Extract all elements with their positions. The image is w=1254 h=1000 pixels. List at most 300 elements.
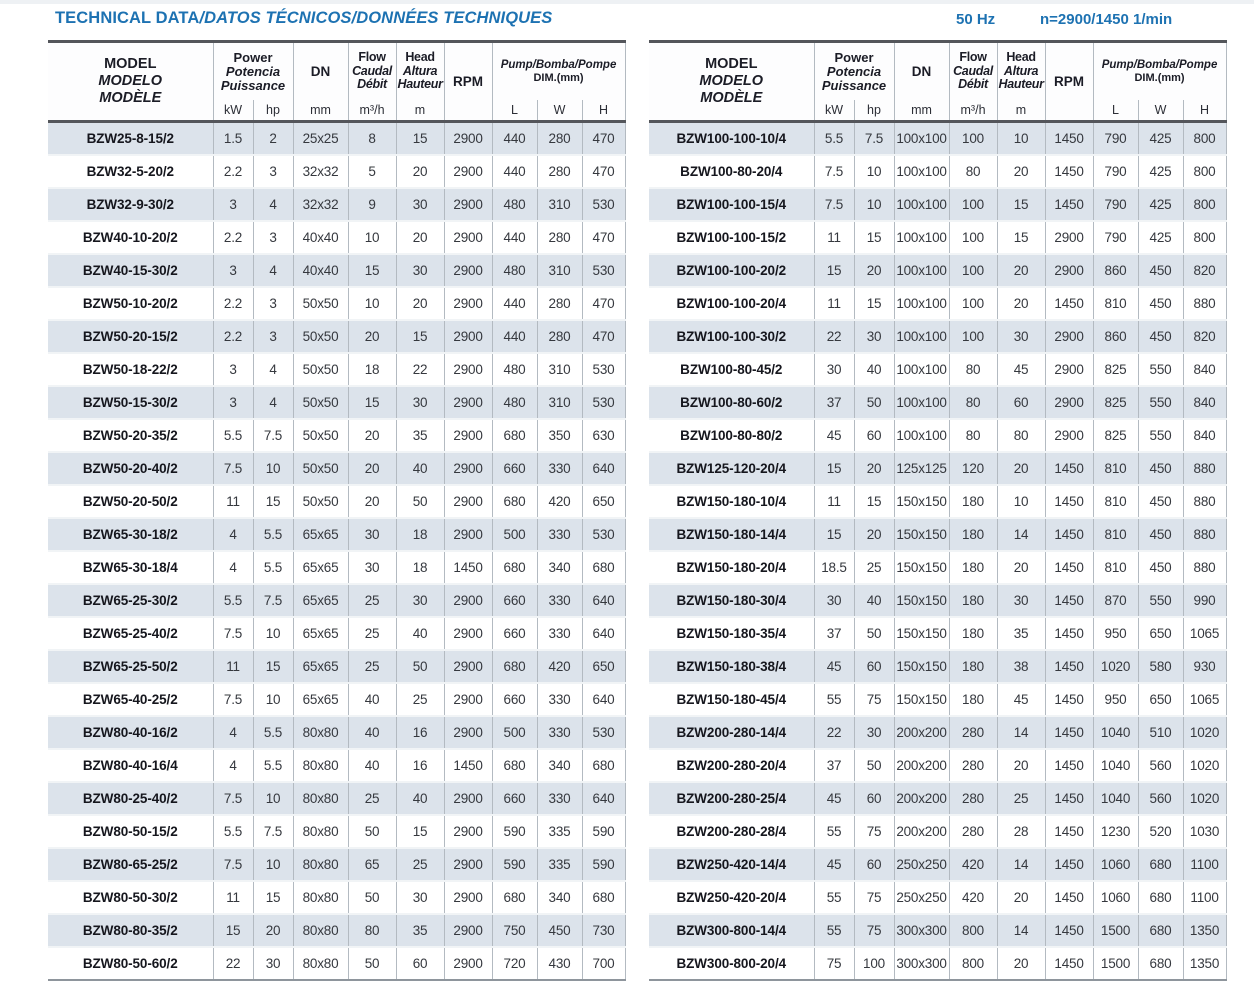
value-cell: 640 — [582, 452, 625, 485]
value-cell: 310 — [537, 386, 582, 419]
model-cell: BZW100-80-20/4 — [680, 163, 783, 179]
value-cell: 310 — [537, 254, 582, 287]
value-cell: 530 — [582, 353, 625, 386]
value-cell: 1040 — [1093, 782, 1138, 815]
value-cell: 680 — [492, 749, 537, 782]
value-cell: 7.5 — [253, 584, 293, 617]
value-cell: 45 — [814, 650, 854, 683]
value-cell: 100 — [949, 254, 997, 287]
value-cell: 60 — [854, 650, 894, 683]
value-cell: 80 — [997, 419, 1045, 452]
value-cell: 15 — [854, 287, 894, 320]
value-cell: 10 — [854, 155, 894, 188]
value-cell: 1500 — [1093, 947, 1138, 980]
value-cell: 2900 — [444, 881, 492, 914]
value-cell: 280 — [537, 320, 582, 353]
table-row — [48, 452, 625, 485]
value-cell: 25 — [348, 617, 396, 650]
value-cell: 1350 — [1183, 947, 1226, 980]
value-cell: 250x250 — [894, 881, 949, 914]
value-cell: 15 — [814, 452, 854, 485]
unit-m: m — [396, 100, 444, 122]
value-cell: 1060 — [1093, 881, 1138, 914]
value-cell: 3 — [213, 254, 253, 287]
col-header-head-es: Altura — [1003, 63, 1039, 78]
value-cell: 680 — [1138, 881, 1183, 914]
value-cell: 880 — [1183, 452, 1226, 485]
value-cell: 330 — [537, 617, 582, 650]
table-row — [649, 914, 1226, 947]
value-cell: 50x50 — [293, 419, 348, 452]
value-cell: 2900 — [444, 650, 492, 683]
value-cell: 280 — [537, 122, 582, 155]
value-cell: 500 — [492, 518, 537, 551]
value-cell: 4 — [253, 254, 293, 287]
table-row — [48, 353, 625, 386]
value-cell: 680 — [1138, 947, 1183, 980]
value-cell: 10 — [253, 848, 293, 881]
table-row — [48, 947, 625, 980]
value-cell: 40 — [854, 584, 894, 617]
table-row — [48, 749, 625, 782]
value-cell: 200x200 — [894, 716, 949, 749]
value-cell: 590 — [582, 848, 625, 881]
col-header-power — [213, 42, 293, 101]
value-cell: 35 — [396, 419, 444, 452]
value-cell: 100x100 — [894, 320, 949, 353]
model-cell: BZW150-180-20/4 — [676, 559, 787, 575]
value-cell: 55 — [814, 683, 854, 716]
value-cell: 5.5 — [814, 122, 854, 155]
table-row — [649, 551, 1226, 584]
table-row — [649, 386, 1226, 419]
col-header-power — [814, 42, 894, 101]
value-cell: 530 — [582, 716, 625, 749]
table-row — [48, 188, 625, 221]
value-cell: 640 — [582, 617, 625, 650]
value-cell: 1450 — [1045, 947, 1093, 980]
table-row — [48, 650, 625, 683]
table-row — [649, 782, 1226, 815]
value-cell: 10 — [997, 485, 1045, 518]
value-cell: 280 — [949, 815, 997, 848]
col-header-pump-dim-lang: Pump/Bomba/Pompe — [1101, 59, 1218, 71]
value-cell: 470 — [582, 221, 625, 254]
value-cell: 100x100 — [894, 353, 949, 386]
value-cell: 60 — [396, 947, 444, 980]
value-cell: 2900 — [1045, 221, 1093, 254]
value-cell: 20 — [396, 155, 444, 188]
value-cell: 20 — [348, 452, 396, 485]
value-cell: 60 — [854, 419, 894, 452]
value-cell: 2900 — [444, 782, 492, 815]
value-cell: 65x65 — [293, 650, 348, 683]
model-cell: BZW100-100-15/4 — [676, 196, 787, 212]
model-cell: BZW50-20-35/2 — [82, 427, 178, 443]
value-cell: 3 — [253, 155, 293, 188]
value-cell: 180 — [949, 551, 997, 584]
value-cell: 11 — [814, 287, 854, 320]
value-cell: 80 — [949, 155, 997, 188]
value-cell: 50x50 — [293, 320, 348, 353]
value-cell: 1450 — [1045, 518, 1093, 551]
value-cell: 55 — [814, 914, 854, 947]
table-row — [48, 683, 625, 716]
value-cell: 25 — [348, 584, 396, 617]
value-cell: 180 — [949, 518, 997, 551]
value-cell: 10 — [253, 617, 293, 650]
value-cell: 5.5 — [213, 584, 253, 617]
value-cell: 2900 — [444, 683, 492, 716]
value-cell: 480 — [492, 188, 537, 221]
value-cell: 30 — [997, 320, 1045, 353]
value-cell: 870 — [1093, 584, 1138, 617]
value-cell: 35 — [997, 617, 1045, 650]
value-cell: 10 — [997, 122, 1045, 155]
value-cell: 30 — [396, 584, 444, 617]
col-header-flow-en: Flow — [358, 50, 386, 65]
value-cell: 660 — [492, 584, 537, 617]
value-cell: 790 — [1093, 221, 1138, 254]
value-cell: 80x80 — [293, 782, 348, 815]
col-header-head-en: Head — [405, 50, 435, 65]
value-cell: 10 — [348, 221, 396, 254]
value-cell: 660 — [492, 452, 537, 485]
value-cell: 15 — [396, 320, 444, 353]
value-cell: 1450 — [1045, 650, 1093, 683]
value-cell: 280 — [537, 221, 582, 254]
col-header-pump-dim-lang: Pump/Bomba/Pompe — [500, 59, 617, 71]
value-cell: 730 — [582, 914, 625, 947]
value-cell: 50 — [854, 749, 894, 782]
value-cell: 810 — [1093, 485, 1138, 518]
value-cell: 2900 — [444, 848, 492, 881]
model-cell: BZW150-180-14/4 — [676, 526, 787, 542]
value-cell: 65 — [348, 848, 396, 881]
col-header-model-en: MODEL — [104, 56, 157, 72]
value-cell: 180 — [949, 584, 997, 617]
value-cell: 650 — [582, 650, 625, 683]
value-cell: 1020 — [1183, 716, 1226, 749]
model-cell: BZW200-280-14/4 — [676, 724, 787, 740]
table-row — [649, 617, 1226, 650]
value-cell: 50x50 — [293, 353, 348, 386]
value-cell: 2900 — [1045, 254, 1093, 287]
model-cell: BZW65-25-40/2 — [82, 625, 178, 641]
value-cell: 810 — [1093, 452, 1138, 485]
value-cell: 470 — [582, 122, 625, 155]
model-cell: BZW80-80-35/2 — [82, 922, 178, 938]
value-cell: 510 — [1138, 716, 1183, 749]
col-header-model-fr: MODÈLE — [700, 90, 763, 106]
value-cell: 530 — [582, 386, 625, 419]
value-cell: 840 — [1183, 353, 1226, 386]
value-cell: 680 — [492, 650, 537, 683]
value-cell: 2900 — [444, 386, 492, 419]
table-row — [48, 419, 625, 452]
value-cell: 880 — [1183, 287, 1226, 320]
model-cell: BZW300-800-20/4 — [676, 955, 787, 971]
col-header-power-fr: Puissance — [220, 77, 286, 93]
value-cell: 1450 — [1045, 617, 1093, 650]
value-cell: 30 — [396, 881, 444, 914]
value-cell: 660 — [492, 782, 537, 815]
value-cell: 7.5 — [213, 683, 253, 716]
table-header — [48, 42, 625, 122]
value-cell: 480 — [492, 386, 537, 419]
value-cell: 680 — [492, 881, 537, 914]
value-cell: 810 — [1093, 551, 1138, 584]
value-cell: 45 — [814, 419, 854, 452]
col-header-flow-fr: Débit — [958, 77, 988, 92]
value-cell: 500 — [492, 716, 537, 749]
value-cell: 2900 — [444, 419, 492, 452]
table-row — [649, 815, 1226, 848]
model-cell: BZW50-20-40/2 — [82, 460, 178, 476]
model-cell: BZW50-20-15/2 — [82, 328, 178, 344]
value-cell: 1040 — [1093, 749, 1138, 782]
value-cell: 40x40 — [293, 254, 348, 287]
value-cell: 450 — [1138, 551, 1183, 584]
value-cell: 4 — [213, 551, 253, 584]
unit-h: H — [1183, 100, 1226, 122]
value-cell: 860 — [1093, 254, 1138, 287]
table-row — [649, 716, 1226, 749]
value-cell: 1450 — [1045, 716, 1093, 749]
value-cell: 440 — [492, 122, 537, 155]
value-cell: 800 — [1183, 155, 1226, 188]
value-cell: 50x50 — [293, 452, 348, 485]
value-cell: 75 — [814, 947, 854, 980]
value-cell: 20 — [253, 914, 293, 947]
model-cell: BZW150-180-45/4 — [676, 691, 787, 707]
value-cell: 30 — [396, 188, 444, 221]
value-cell: 2900 — [444, 485, 492, 518]
value-cell: 40 — [854, 353, 894, 386]
value-cell: 60 — [997, 386, 1045, 419]
value-cell: 450 — [1138, 320, 1183, 353]
value-cell: 14 — [997, 716, 1045, 749]
value-cell: 11 — [814, 485, 854, 518]
value-cell: 2.2 — [213, 320, 253, 353]
value-cell: 450 — [1138, 485, 1183, 518]
value-cell: 80x80 — [293, 815, 348, 848]
value-cell: 100x100 — [894, 254, 949, 287]
model-cell: BZW100-100-15/2 — [676, 229, 787, 245]
value-cell: 580 — [1138, 650, 1183, 683]
value-cell: 1450 — [1045, 452, 1093, 485]
table-row — [48, 518, 625, 551]
value-cell: 680 — [492, 551, 537, 584]
value-cell: 450 — [1138, 518, 1183, 551]
col-header-rpm: RPM — [444, 42, 492, 122]
model-cell: BZW40-15-30/2 — [82, 262, 178, 278]
value-cell: 1450 — [1045, 749, 1093, 782]
value-cell: 65x65 — [293, 683, 348, 716]
value-cell: 440 — [492, 221, 537, 254]
value-cell: 1450 — [1045, 122, 1093, 155]
value-cell: 800 — [1183, 122, 1226, 155]
value-cell: 20 — [854, 254, 894, 287]
value-cell: 10 — [253, 782, 293, 815]
value-cell: 65x65 — [293, 518, 348, 551]
model-cell: BZW150-180-10/4 — [676, 493, 787, 509]
col-header-flow-fr: Débit — [357, 77, 387, 92]
table-row — [48, 155, 625, 188]
model-cell: BZW50-20-50/2 — [82, 493, 178, 509]
model-cell: BZW100-80-45/2 — [680, 361, 783, 377]
value-cell: 18 — [348, 353, 396, 386]
value-cell: 7.5 — [213, 617, 253, 650]
table-row — [649, 419, 1226, 452]
value-cell: 7.5 — [814, 188, 854, 221]
table-row — [48, 815, 625, 848]
model-cell: BZW250-420-20/4 — [676, 889, 787, 905]
value-cell: 100 — [949, 188, 997, 221]
value-cell: 1450 — [1045, 188, 1093, 221]
value-cell: 680 — [492, 419, 537, 452]
value-cell: 16 — [396, 749, 444, 782]
model-cell: BZW65-40-25/2 — [82, 691, 178, 707]
model-cell: BZW65-25-50/2 — [82, 658, 178, 674]
value-cell: 60 — [854, 848, 894, 881]
model-cell: BZW40-10-20/2 — [82, 229, 178, 245]
model-cell: BZW65-30-18/2 — [82, 526, 178, 542]
value-cell: 880 — [1183, 518, 1226, 551]
model-cell: BZW80-40-16/2 — [82, 724, 178, 740]
frequency-label: 50 Hz — [956, 11, 996, 28]
table-row — [649, 683, 1226, 716]
col-header-flow-es: Caudal — [352, 63, 392, 78]
value-cell: 20 — [997, 881, 1045, 914]
value-cell: 22 — [396, 353, 444, 386]
value-cell: 80x80 — [293, 914, 348, 947]
model-cell: BZW80-65-25/2 — [82, 856, 178, 872]
value-cell: 1100 — [1183, 848, 1226, 881]
value-cell: 425 — [1138, 188, 1183, 221]
value-cell: 100 — [854, 947, 894, 980]
page-title-en: TECHNICAL DATA — [55, 9, 200, 27]
value-cell: 340 — [537, 881, 582, 914]
value-cell: 14 — [997, 848, 1045, 881]
value-cell: 100x100 — [894, 419, 949, 452]
value-cell: 420 — [949, 848, 997, 881]
value-cell: 15 — [253, 650, 293, 683]
value-cell: 425 — [1138, 122, 1183, 155]
model-cell: BZW50-15-30/2 — [82, 394, 178, 410]
value-cell: 310 — [537, 188, 582, 221]
value-cell: 825 — [1093, 419, 1138, 452]
value-cell: 150x150 — [894, 650, 949, 683]
value-cell: 880 — [1183, 485, 1226, 518]
col-header-power-fr: Puissance — [821, 77, 887, 93]
table-row — [649, 320, 1226, 353]
value-cell: 790 — [1093, 188, 1138, 221]
col-header-pump-dim — [492, 42, 625, 101]
table-row — [48, 716, 625, 749]
value-cell: 1060 — [1093, 848, 1138, 881]
value-cell: 5 — [348, 155, 396, 188]
value-cell: 550 — [1138, 419, 1183, 452]
col-header-head-fr: Hauteur — [397, 77, 443, 92]
model-cell: BZW65-25-30/2 — [82, 592, 178, 608]
value-cell: 80x80 — [293, 881, 348, 914]
value-cell: 38 — [997, 650, 1045, 683]
value-cell: 20 — [396, 221, 444, 254]
value-cell: 50x50 — [293, 386, 348, 419]
model-cell: BZW80-50-15/2 — [82, 823, 178, 839]
value-cell: 45 — [997, 353, 1045, 386]
table-row — [649, 749, 1226, 782]
col-header-head-en: Head — [1006, 50, 1036, 65]
value-cell: 4 — [213, 716, 253, 749]
value-cell: 2900 — [1045, 320, 1093, 353]
value-cell: 1450 — [1045, 848, 1093, 881]
value-cell: 7.5 — [213, 452, 253, 485]
table-row — [649, 287, 1226, 320]
value-cell: 20 — [997, 155, 1045, 188]
value-cell: 530 — [582, 518, 625, 551]
value-cell: 30 — [814, 584, 854, 617]
value-cell: 550 — [1138, 584, 1183, 617]
table-row — [649, 584, 1226, 617]
value-cell: 30 — [348, 551, 396, 584]
value-cell: 280 — [537, 287, 582, 320]
value-cell: 50x50 — [293, 287, 348, 320]
value-cell: 450 — [1138, 452, 1183, 485]
value-cell: 650 — [582, 485, 625, 518]
value-cell: 2900 — [444, 188, 492, 221]
col-header-power-en: Power — [233, 49, 273, 65]
value-cell: 340 — [537, 551, 582, 584]
value-cell: 550 — [1138, 353, 1183, 386]
value-cell: 470 — [582, 320, 625, 353]
value-cell: 100 — [949, 287, 997, 320]
value-cell: 590 — [582, 815, 625, 848]
value-cell: 75 — [854, 683, 894, 716]
value-cell: 1350 — [1183, 914, 1226, 947]
value-cell: 20 — [997, 749, 1045, 782]
value-cell: 2900 — [1045, 419, 1093, 452]
model-cell: BZW150-180-30/4 — [676, 592, 787, 608]
table-row — [48, 320, 625, 353]
value-cell: 15 — [396, 815, 444, 848]
col-header-head — [396, 42, 444, 101]
table-row — [649, 254, 1226, 287]
value-cell: 1450 — [1045, 155, 1093, 188]
value-cell: 2.2 — [213, 287, 253, 320]
col-header-head-fr: Hauteur — [998, 77, 1044, 92]
table-row — [48, 254, 625, 287]
col-header-pump-dim — [1093, 42, 1226, 101]
value-cell: 3 — [253, 320, 293, 353]
unit-mm: mm — [894, 100, 949, 122]
unit-m: m — [997, 100, 1045, 122]
value-cell: 32x32 — [293, 188, 348, 221]
value-cell: 860 — [1093, 320, 1138, 353]
col-header-power-en: Power — [834, 49, 874, 65]
value-cell: 720 — [492, 947, 537, 980]
value-cell: 640 — [582, 782, 625, 815]
value-cell: 880 — [1183, 551, 1226, 584]
page-top-strip — [0, 0, 1254, 4]
value-cell: 2900 — [444, 320, 492, 353]
value-cell: 330 — [537, 716, 582, 749]
value-cell: 30 — [396, 254, 444, 287]
model-cell: BZW50-18-22/2 — [82, 361, 178, 377]
value-cell: 1020 — [1183, 782, 1226, 815]
value-cell: 14 — [997, 914, 1045, 947]
